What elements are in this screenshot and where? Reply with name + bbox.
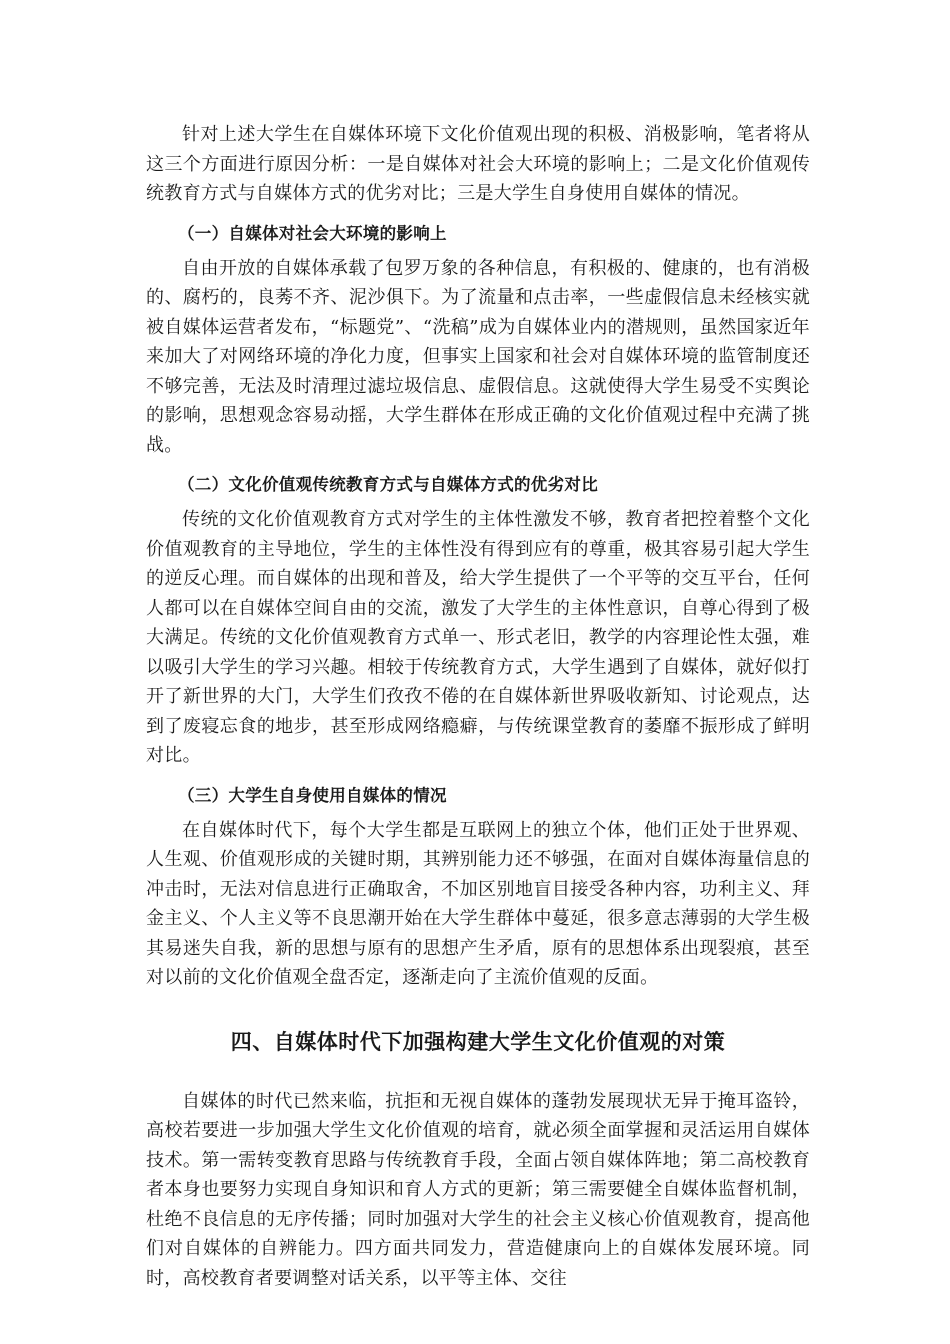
chapter-title: 四、自媒体时代下加强构建大学生文化价值观的对策 bbox=[230, 1029, 726, 1054]
subsection-heading-3: （三）大学生自身使用自媒体的情况 bbox=[178, 785, 447, 805]
chapter-body: 自媒体的时代已然来临，抗拒和无视自媒体的蓬勃发展现状无异于掩耳盗铃，高校若要进一步加强大学生文化价值观的培育，就必须全面掌握和灵活运用自媒体技术。第一需转变教育思路与传统教育手段，全面占领自媒体阵地；第二高校教育者本身也要努力实现自身知识和育人方式的更新；第三需要健全自媒体监督机制，杜绝不良信息的无序传播；同时加强对大学生的社会主义核心价值观教育，提高他们对自媒体的自辨能力。四方面共同发力，营造健康向上的自媒体发展环境。同时，高校教育者要调整对话关系，以平等主体、交往 bbox=[146, 1090, 810, 1289]
subsection-heading-1: （一）自媒体对社会大环境的影响上 bbox=[178, 223, 447, 243]
subsection-body-1: 自由开放的自媒体承载了包罗万象的各种信息，有积极的、健康的，也有消极的、腐朽的，良莠不齐、泥沙俱下。为了流量和点击率，一些虚假信息未经核实就被自媒体运营者发布，“标题党”、“洗稿”成为自媒体业内的潜规则，虽然国家近年来加大了对网络环境的净化力度，但事实上国家和社会对自媒体环境的监管制度还不够完善，无法及时清理过滤垃圾信息、虚假信息。这就使得大学生易受不实舆论的影响，思想观念容易动摇，大学生群体在形成正确的文化价值观过程中充满了挑战。 bbox=[146, 257, 810, 456]
document-page bbox=[146, 120, 810, 1293]
intro-paragraph: 针对上述大学生在自媒体环境下文化价值观出现的积极、消极影响，笔者将从这三个方面进行原因分析：一是自媒体对社会大环境的影响上；二是文化价值观传统教育方式与自媒体方式的优劣对比；三是大学生自身使用自媒体的情况。 bbox=[146, 124, 810, 204]
subsection-body-2: 传统的文化价值观教育方式对学生的主体性激发不够，教育者把控着整个文化价值观教育的主导地位，学生的主体性没有得到应有的尊重，极其容易引起大学生的逆反心理。而自媒体的出现和普及，给大学生提供了一个平等的交互平台，任何人都可以在自媒体空间自由的交流，激发了大学生的主体性意识，自尊心得到了极大满足。传统的文化价值观教育方式单一、形式老旧，教学的内容理论性太强，难以吸引大学生的学习兴趣。相较于传统教育方式，大学生遇到了自媒体，就好似打开了新世界的大门，大学生们孜孜不倦的在自媒体新世界吸收新知、讨论观点，达到了废寝忘食的地步，甚至形成网络瘾癖，与传统课堂教育的萎靡不振形成了鲜明对比。 bbox=[146, 509, 810, 766]
subsection-heading-2: （二）文化价值观传统教育方式与自媒体方式的优劣对比 bbox=[178, 475, 598, 494]
subsection-body-3: 在自媒体时代下，每个大学生都是互联网上的独立个体，他们正处于世界观、人生观、价值观形成的关键时期，其辨别能力还不够强，在面对自媒体海量信息的冲击时，无法对信息进行正确取舍，不加区别地盲目接受各种内容，功利主义、拜金主义、个人主义等不良思潮开始在大学生群体中蔓延，很多意志薄弱的大学生极其易迷失自我，新的思想与原有的思想产生矛盾，原有的思想体系出现裂痕，甚至对以前的文化价值观全盘否定，逐渐走向了主流价值观的反面。 bbox=[146, 819, 810, 988]
